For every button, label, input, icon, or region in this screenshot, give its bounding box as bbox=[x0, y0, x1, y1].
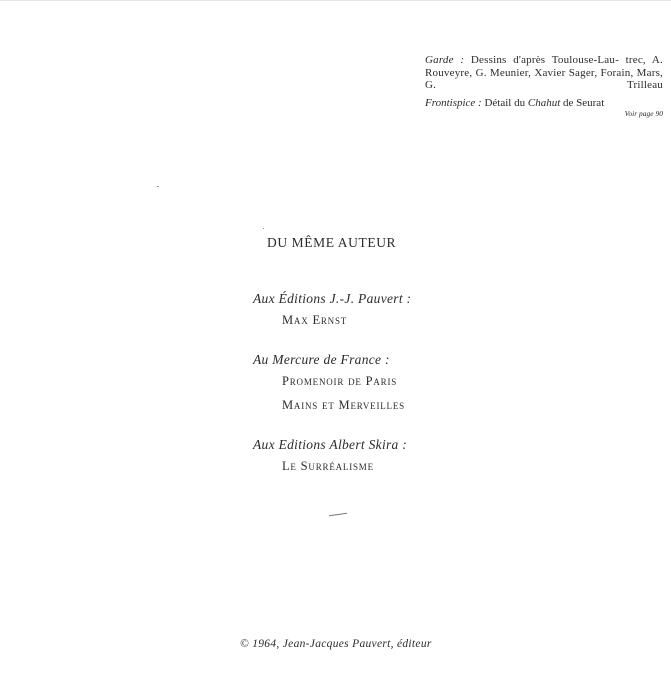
book-title: Le Surréalisme bbox=[282, 459, 374, 473]
see-page-note: Voir page 90 bbox=[624, 109, 663, 118]
bibliography bbox=[253, 290, 411, 497]
publisher-section bbox=[253, 351, 411, 417]
frontispice-label: Frontispice : bbox=[425, 96, 482, 109]
publisher-name: Aux Editions Albert Skira : bbox=[253, 437, 408, 452]
garde-credit bbox=[425, 54, 663, 92]
illustration-credits bbox=[425, 54, 663, 118]
garde-text-line-1: Dessins d'après Toulouse-Lau- bbox=[470, 54, 619, 66]
book-title: Promenoir de Paris bbox=[282, 374, 398, 388]
garde-text-line-3: Sager, Forain, Mars, G. Trilleau bbox=[425, 66, 663, 91]
frontispice-artist: de Seurat bbox=[563, 96, 605, 109]
paper-speck bbox=[157, 186, 159, 187]
paper-speck bbox=[263, 228, 264, 229]
publisher-section bbox=[253, 436, 411, 478]
book-title: Max Ernst bbox=[282, 313, 348, 327]
publisher-name: Aux Éditions J.-J. Pauvert : bbox=[253, 291, 412, 306]
page-heading: DU MÊME AUTEUR bbox=[267, 235, 397, 250]
decorative-dash bbox=[329, 513, 347, 516]
garde-label: Garde : bbox=[425, 54, 465, 66]
publisher-name: Au Mercure de France : bbox=[253, 352, 390, 367]
garde-text-line-2: trec, A. Rouveyre, G. Meunier, Xavier bbox=[425, 54, 664, 79]
publisher-section bbox=[253, 290, 411, 332]
frontispice-credit bbox=[425, 97, 663, 110]
book-title: Mains et Merveilles bbox=[282, 398, 405, 412]
copyright-notice: © 1964, Jean-Jacques Pauvert, éditeur bbox=[240, 638, 432, 650]
frontispice-text: Détail du bbox=[484, 96, 526, 109]
frontispice-work-title: Chahut bbox=[527, 96, 561, 109]
